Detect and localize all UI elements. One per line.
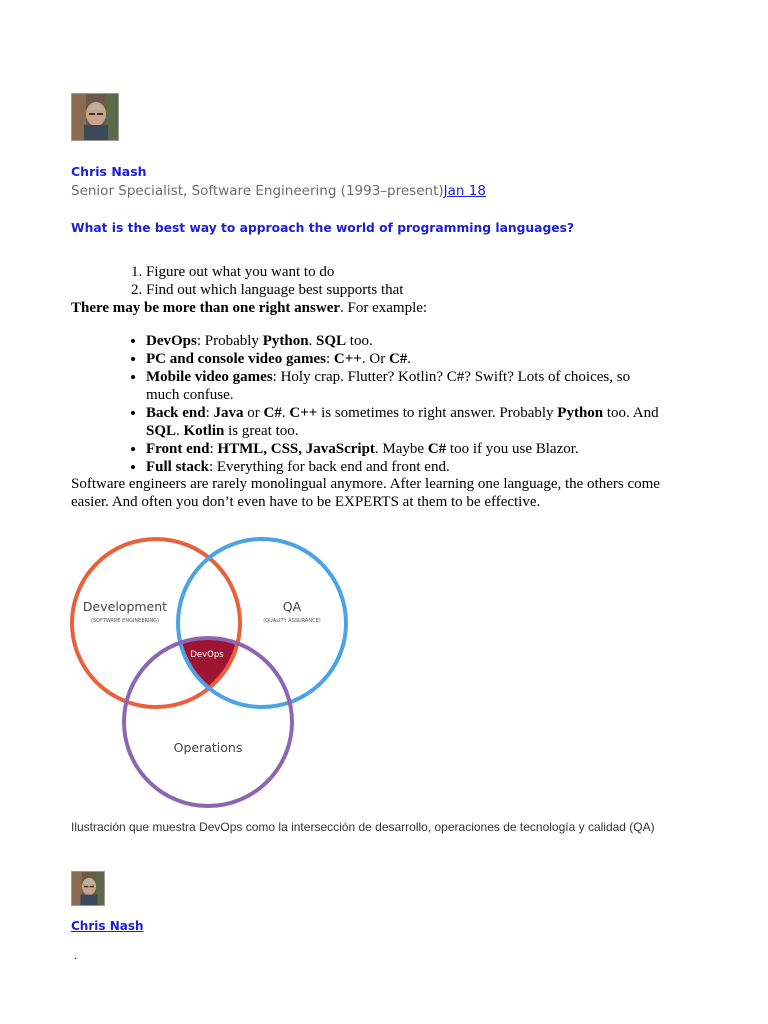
intro-paragraph <box>71 299 691 317</box>
step-item: 2. Find out which language best supports that <box>146 281 706 299</box>
list-item-mobile: • Mobile video games: Holy crap. Flutter? Kotlin? C#? Swift? Lots of choices, so much confuse. <box>146 368 666 404</box>
qa-circle <box>178 539 346 707</box>
qa-sublabel: (QUALITY ASSURANCE) <box>263 618 321 624</box>
languages-list <box>146 332 666 476</box>
development-sublabel: (SOFTWARE ENGINEERING) <box>90 618 160 624</box>
diagram-caption: Ilustración que muestra DevOps como la intersección de desarrollo, operaciones de tecnología y calidad (QA) <box>71 820 655 834</box>
conclusion-paragraph: Software engineers are rarely monolingual anymore. After learning one language, the others come easier. And often you don’t even have to be EXPERTS at them to be effective. <box>71 476 660 510</box>
list-item-games: • PC and console video games: C++. Or C#. <box>146 350 666 368</box>
list-item-fullstack: • Full stack: Everything for back end and front end. <box>146 458 666 476</box>
step-item: 1. Figure out what you want to do <box>146 263 706 281</box>
answer-date-link[interactable]: Jan 18 <box>443 183 486 199</box>
author-avatar[interactable] <box>71 93 119 141</box>
development-label: Development <box>82 599 168 614</box>
footer-author-link[interactable]: Chris Nash <box>71 919 144 933</box>
author-credential: Senior Specialist, Software Engineering (1993–present) <box>71 183 444 199</box>
list-item-frontend: • Front end: HTML, CSS, JavaScript. Maybe C# too if you use Blazor. <box>146 440 666 458</box>
author-name[interactable]: Chris Nash <box>71 164 147 179</box>
devops-label: DevOps <box>190 650 224 660</box>
author-credential-line <box>71 183 486 199</box>
steps-list <box>146 263 706 299</box>
question-title[interactable]: What is the best way to approach the world of programming languages? <box>71 221 575 235</box>
operations-label: Operations <box>173 740 243 755</box>
intro-bold: There may be more than one right answer <box>71 300 341 316</box>
intro-rest: . For example: <box>340 300 428 316</box>
footer-dot: . <box>74 948 77 962</box>
list-item-devops: • DevOps: Probably Python. SQL too. <box>146 332 666 350</box>
qa-label: QA <box>282 599 302 614</box>
list-item-backend: • Back end: Java or C#. C++ is sometimes to right answer. Probably Python too. And SQL. Kotlin is great too. <box>146 404 666 440</box>
devops-venn-diagram <box>66 533 366 815</box>
footer-author-avatar[interactable] <box>71 871 105 906</box>
